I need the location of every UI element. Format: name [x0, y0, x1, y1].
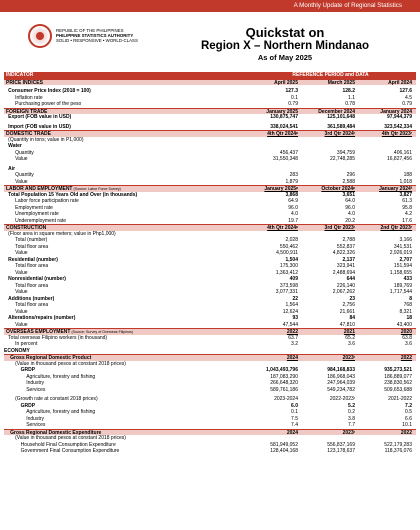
row-value: 2,926,019	[389, 250, 412, 256]
table-body	[4, 79, 416, 455]
row-value: 1,879	[285, 178, 298, 185]
row-value	[359, 348, 416, 355]
row-value: 4.0	[348, 211, 355, 217]
row-value: 19.7	[288, 217, 298, 224]
table-row	[4, 179, 416, 186]
row-value: 128,404,168	[270, 448, 298, 454]
row-value: 175,300	[279, 263, 298, 269]
row-label: Labor force participation rate	[4, 198, 79, 204]
row-value: 589,761,186	[270, 386, 298, 393]
row-value: 23	[349, 295, 355, 302]
row-value: 8,321	[399, 308, 412, 315]
row-value: 63.7	[288, 334, 298, 341]
row-value: 1,363,412	[275, 269, 298, 276]
row-value: 2023-2024	[274, 396, 298, 402]
row-label: ECONOMY	[4, 347, 30, 354]
row-label: Agriculture, forestry and fishing	[4, 373, 96, 380]
row-value: 17.6	[402, 217, 412, 224]
table-row	[4, 348, 416, 355]
row-value: 1,043,493,796	[266, 367, 298, 373]
row-label: PRICE INDICES	[6, 79, 43, 85]
row-value: 21,661	[339, 308, 355, 315]
row-value: 550,462	[279, 243, 298, 250]
row-value: 20.2	[345, 217, 355, 224]
row-value: 2020	[400, 329, 412, 335]
row-label: Purchasing power of the peso	[4, 101, 82, 107]
row-value: 6.0	[291, 402, 298, 409]
row-value: 128.2	[342, 88, 355, 94]
row-value: 1,504	[285, 256, 298, 263]
row-value: 2022-2023ʳ	[329, 396, 355, 402]
row-value: 22	[292, 295, 298, 302]
statistics-table	[4, 72, 416, 455]
row-value: January 2025	[266, 108, 298, 114]
row-value: 7.4	[291, 422, 298, 428]
row-value: January 2024	[380, 108, 412, 114]
header-period: REFERENCE PERIOD and DATA	[292, 72, 369, 78]
row-value: 4th Qtr 2024ᵖ	[267, 225, 298, 231]
row-value: 12,624	[282, 308, 298, 315]
row-label: (Floor area in square meters; value in Php1,000)	[4, 230, 116, 237]
row-value: 238,830,562	[384, 380, 412, 386]
row-label: Unemployment rate	[4, 211, 59, 217]
row-value: 296	[346, 172, 355, 178]
row-value: 127.3	[285, 88, 298, 94]
row-value: 8	[409, 295, 412, 302]
table-row	[4, 387, 416, 394]
row-label: LABOR AND EMPLOYMENT (Source: Labor Force Survey)	[6, 186, 121, 192]
row-value: 64.9	[288, 198, 298, 204]
row-label: GRDP	[4, 402, 36, 409]
row-value: 1,018	[399, 178, 412, 185]
row-value: 3,077,331	[275, 289, 298, 295]
row-label: (Value in thousand pesos at constant 2018 prices)	[4, 435, 126, 441]
row-label: Value	[4, 308, 28, 315]
row-value: 552,837	[336, 243, 355, 250]
title-line-2: Region X – Northern Mindanao	[200, 40, 370, 52]
row-value: 47,544	[282, 321, 298, 328]
agency-line-1: REPUBLIC OF THE PHILIPPINES	[56, 28, 124, 33]
row-value: 186,968,043	[327, 373, 355, 380]
table-row	[4, 322, 416, 329]
row-value: 2023ʳ	[342, 355, 355, 361]
table-row	[4, 101, 416, 108]
row-value: 96.0	[288, 204, 298, 211]
row-value: 644	[346, 276, 355, 282]
row-value: 2024	[286, 355, 298, 361]
row-value: December 2024	[318, 108, 355, 114]
row-value: 0.2	[348, 409, 355, 415]
row-label: Underemployment rate	[4, 217, 66, 224]
row-value: 22,748,285	[329, 156, 355, 162]
row-value: 361,589,484	[327, 123, 355, 130]
row-value: 0.78	[345, 101, 355, 107]
row-value: 341,531	[393, 243, 412, 250]
row-label: Alterations/repairs (number)	[4, 315, 76, 321]
row-value: 3.2	[291, 341, 298, 347]
row-value: 2,028	[285, 237, 298, 243]
row-value: 2024	[286, 429, 298, 435]
row-value: 188	[403, 172, 412, 178]
row-value: 127.6	[399, 88, 412, 94]
row-value: 2022	[400, 429, 412, 435]
row-value: 2,067,262	[332, 289, 355, 295]
row-value: 187,083,290	[270, 373, 298, 380]
row-label: Agriculture, forestry and fishing	[4, 409, 96, 415]
row-value: 125,101,648	[327, 114, 355, 120]
row-value: 1.1	[348, 94, 355, 101]
row-label: Total overseas Filipino workers (in thousand)	[4, 334, 108, 341]
row-label: FOREIGN TRADE	[6, 108, 48, 114]
row-label: In percent	[4, 341, 38, 347]
row-label: Water	[4, 143, 22, 149]
row-value: 0.5	[405, 409, 412, 415]
row-value: 63.8	[402, 334, 412, 341]
table-row	[4, 156, 416, 163]
row-value: 18	[406, 315, 412, 321]
row-label: Import (FOB value in USD)	[4, 123, 71, 130]
row-label: Industry	[4, 415, 45, 422]
row-value: 433	[403, 276, 412, 282]
row-value: 95.8	[402, 204, 412, 211]
row-label: Value	[4, 269, 28, 276]
header-indicator: INDICATOR	[6, 72, 34, 78]
row-label: Value	[4, 289, 28, 295]
row-value: 64.0	[345, 198, 355, 204]
row-value: 7.5	[291, 415, 298, 422]
row-value: 549,234,782	[327, 386, 355, 393]
row-value: 3rd Qtr 2023ʳ	[324, 225, 355, 231]
row-value: April 2025	[274, 79, 298, 85]
row-value: 43,400	[396, 321, 412, 328]
row-value: 130,875,747	[270, 114, 298, 120]
row-label: Services	[4, 386, 46, 393]
row-label: Total Population 15 Years Old and Over (in thousands)	[4, 191, 138, 198]
row-value	[245, 348, 302, 355]
row-label: Consumer Price Index (2018 = 100)	[4, 88, 91, 94]
row-value: 768	[403, 302, 412, 308]
row-value: 5.2	[348, 402, 355, 409]
row-value: 373,598	[279, 282, 298, 289]
row-value: 4,500,911	[276, 250, 298, 256]
row-value: 509,653,688	[384, 386, 412, 393]
row-value: 3,868	[285, 191, 298, 198]
row-label: Residential (number)	[4, 256, 58, 263]
row-value: 3.8	[348, 415, 355, 422]
row-value: 3,827	[399, 191, 412, 198]
row-label: DOMESTIC TRADE	[6, 131, 51, 137]
row-value: 522,179,283	[384, 441, 412, 448]
row-label: Gross Regional Domestic Expenditure	[6, 429, 102, 435]
row-value: 3,166	[399, 237, 412, 243]
row-value: 65.2	[345, 334, 355, 341]
row-value: January 2025ᵖ	[264, 186, 298, 192]
row-value: 2023ʳ	[342, 429, 355, 435]
row-value: 2nd Qtr 2023ʳ	[380, 225, 412, 231]
row-value: 4.2	[405, 211, 412, 217]
section-header-row	[4, 79, 416, 86]
row-value: October 2024ᵖ	[321, 186, 355, 192]
row-value: 3.6	[348, 341, 355, 347]
row-value: 247,964,039	[327, 380, 355, 386]
row-label: Services	[4, 422, 46, 428]
row-value: 123,178,637	[327, 448, 355, 454]
row-value: 2,137	[342, 256, 355, 263]
page-title	[170, 26, 400, 62]
row-value: 7.7	[348, 422, 355, 428]
row-value: 10.1	[402, 422, 412, 428]
agency-block	[56, 28, 138, 44]
row-value: 338,024,541	[270, 123, 298, 130]
row-label: (Value in thousand pesos at constant 2018 prices)	[4, 360, 126, 367]
source-note: (Source: Labor Force Survey)	[72, 187, 121, 191]
row-value: 31,550,348	[272, 156, 298, 162]
row-value: 0.1	[291, 409, 298, 415]
table-row	[4, 124, 416, 131]
row-value: 186,889,077	[384, 373, 412, 380]
row-value: 456,437	[279, 149, 298, 156]
row-value: 118,376,076	[384, 448, 412, 454]
row-value: 323,542,334	[384, 123, 412, 130]
row-label: Value	[4, 178, 28, 185]
title-line-1: Quickstat on	[245, 25, 325, 40]
row-label: Total floor area	[4, 302, 49, 308]
row-value: 2,488,694	[332, 269, 355, 276]
row-value: 226,140	[336, 282, 355, 289]
agency-line-3: SOLID • RESPONSIVE • WORLD-CLASS	[56, 38, 138, 44]
row-label: Total floor area	[4, 263, 49, 269]
row-value: 84	[349, 315, 355, 321]
row-label: GRDP	[4, 367, 36, 373]
top-banner: A Monthly Update of Regional Statistics	[0, 0, 420, 12]
row-value	[302, 348, 359, 355]
row-value: 2021-2022	[388, 396, 412, 402]
row-value: 16,827,456	[386, 156, 412, 162]
table-row	[4, 218, 416, 225]
row-label: Employment rate	[4, 204, 53, 211]
row-value: 409	[289, 276, 298, 282]
row-label: Inflation rate	[4, 94, 43, 101]
row-value: 7.2	[405, 402, 412, 409]
row-value: 61.3	[402, 198, 412, 204]
row-value: 0.79	[288, 101, 298, 107]
row-value: 394,759	[336, 149, 355, 156]
row-label: Quantity	[4, 172, 34, 178]
row-label: Gross Regional Domestic Product	[6, 355, 92, 361]
row-label: Government Final Consumption Expenditure	[4, 448, 120, 454]
row-value: 151,594	[393, 263, 412, 269]
row-value: 2022	[286, 329, 298, 335]
row-value: 1,564	[285, 302, 298, 308]
row-value: 97,944,379	[386, 114, 412, 120]
row-value: 406,161	[393, 149, 412, 156]
row-value: 3,651	[342, 191, 355, 198]
row-value: 1,158,655	[389, 269, 412, 276]
row-label: (Quantity in tons; value in P1,000)	[4, 136, 84, 143]
row-value: January 2024ᶠ	[379, 186, 412, 192]
row-label: Total floor area	[4, 282, 49, 289]
row-value: 266,648,320	[270, 380, 298, 386]
row-value: 2,588	[342, 178, 355, 185]
row-label: (Growth rate at constant 2018 prices)	[4, 396, 98, 402]
table-row	[4, 114, 416, 121]
row-value: 2022	[400, 355, 412, 361]
row-label: Total floor area	[4, 243, 49, 250]
row-label: CONSTRUCTION	[6, 225, 47, 231]
table-row	[4, 422, 416, 429]
table-header	[4, 72, 416, 79]
title-line-3: As of May 2025	[257, 53, 313, 62]
row-value: 3.6	[405, 341, 412, 347]
row-value: 984,168,833	[327, 367, 355, 373]
row-value: 283	[289, 172, 298, 178]
row-label: Industry	[4, 380, 45, 386]
row-label: Total (number)	[4, 237, 48, 243]
row-label: Quantity	[4, 149, 34, 156]
row-value: 96.0	[345, 204, 355, 211]
row-value: 556,837,169	[327, 441, 355, 448]
row-value: 4th Qtr 2023ʳ	[381, 131, 412, 137]
row-value: April 2024	[388, 79, 412, 85]
row-label: Value	[4, 156, 28, 162]
row-value: 0.1	[291, 94, 298, 101]
row-value: 2,788	[342, 237, 355, 243]
row-value: 189,769	[393, 282, 412, 289]
row-value: March 2025	[327, 79, 355, 85]
row-value: 581,949,052	[270, 441, 298, 448]
row-label: Nonresidential (number)	[4, 276, 66, 282]
row-value: 2,756	[342, 302, 355, 308]
row-value: 935,273,521	[384, 367, 412, 373]
row-value: 47,810	[339, 321, 355, 328]
row-label: OVERSEAS EMPLOYMENT (Source: Survey of Overseas Filipinos)	[6, 329, 133, 335]
row-value: 2021	[343, 329, 355, 335]
row-value: 4.0	[291, 211, 298, 217]
row-value: 4,822,326	[332, 250, 355, 256]
row-label: Household Final Consumption Expenditure	[4, 441, 116, 448]
row-value: 4th Qtr 2024ᵖ	[267, 131, 298, 137]
row-label: Value	[4, 321, 28, 328]
row-value: 1,717,544	[389, 289, 412, 295]
row-label: Value	[4, 250, 28, 256]
row-value: 6.6	[405, 415, 412, 422]
row-value: 323,941	[336, 263, 355, 269]
row-label: Additions (number)	[4, 295, 55, 302]
row-label: Export (FOB value in USD)	[4, 114, 72, 120]
row-value: 0.79	[402, 101, 412, 107]
agency-line-2: PHILIPPINE STATISTICS AUTHORITY	[56, 33, 134, 39]
row-value: 3rd Qtr 2024ʳ	[324, 131, 355, 137]
source-note: (Source: Survey of Overseas Filipinos)	[70, 330, 133, 334]
row-value: 93	[292, 315, 298, 321]
table-row	[4, 448, 416, 455]
row-value: 2,707	[399, 256, 412, 263]
row-label: Air	[4, 165, 16, 172]
row-value: 4.5	[405, 94, 412, 101]
psa-seal-icon	[28, 24, 52, 48]
